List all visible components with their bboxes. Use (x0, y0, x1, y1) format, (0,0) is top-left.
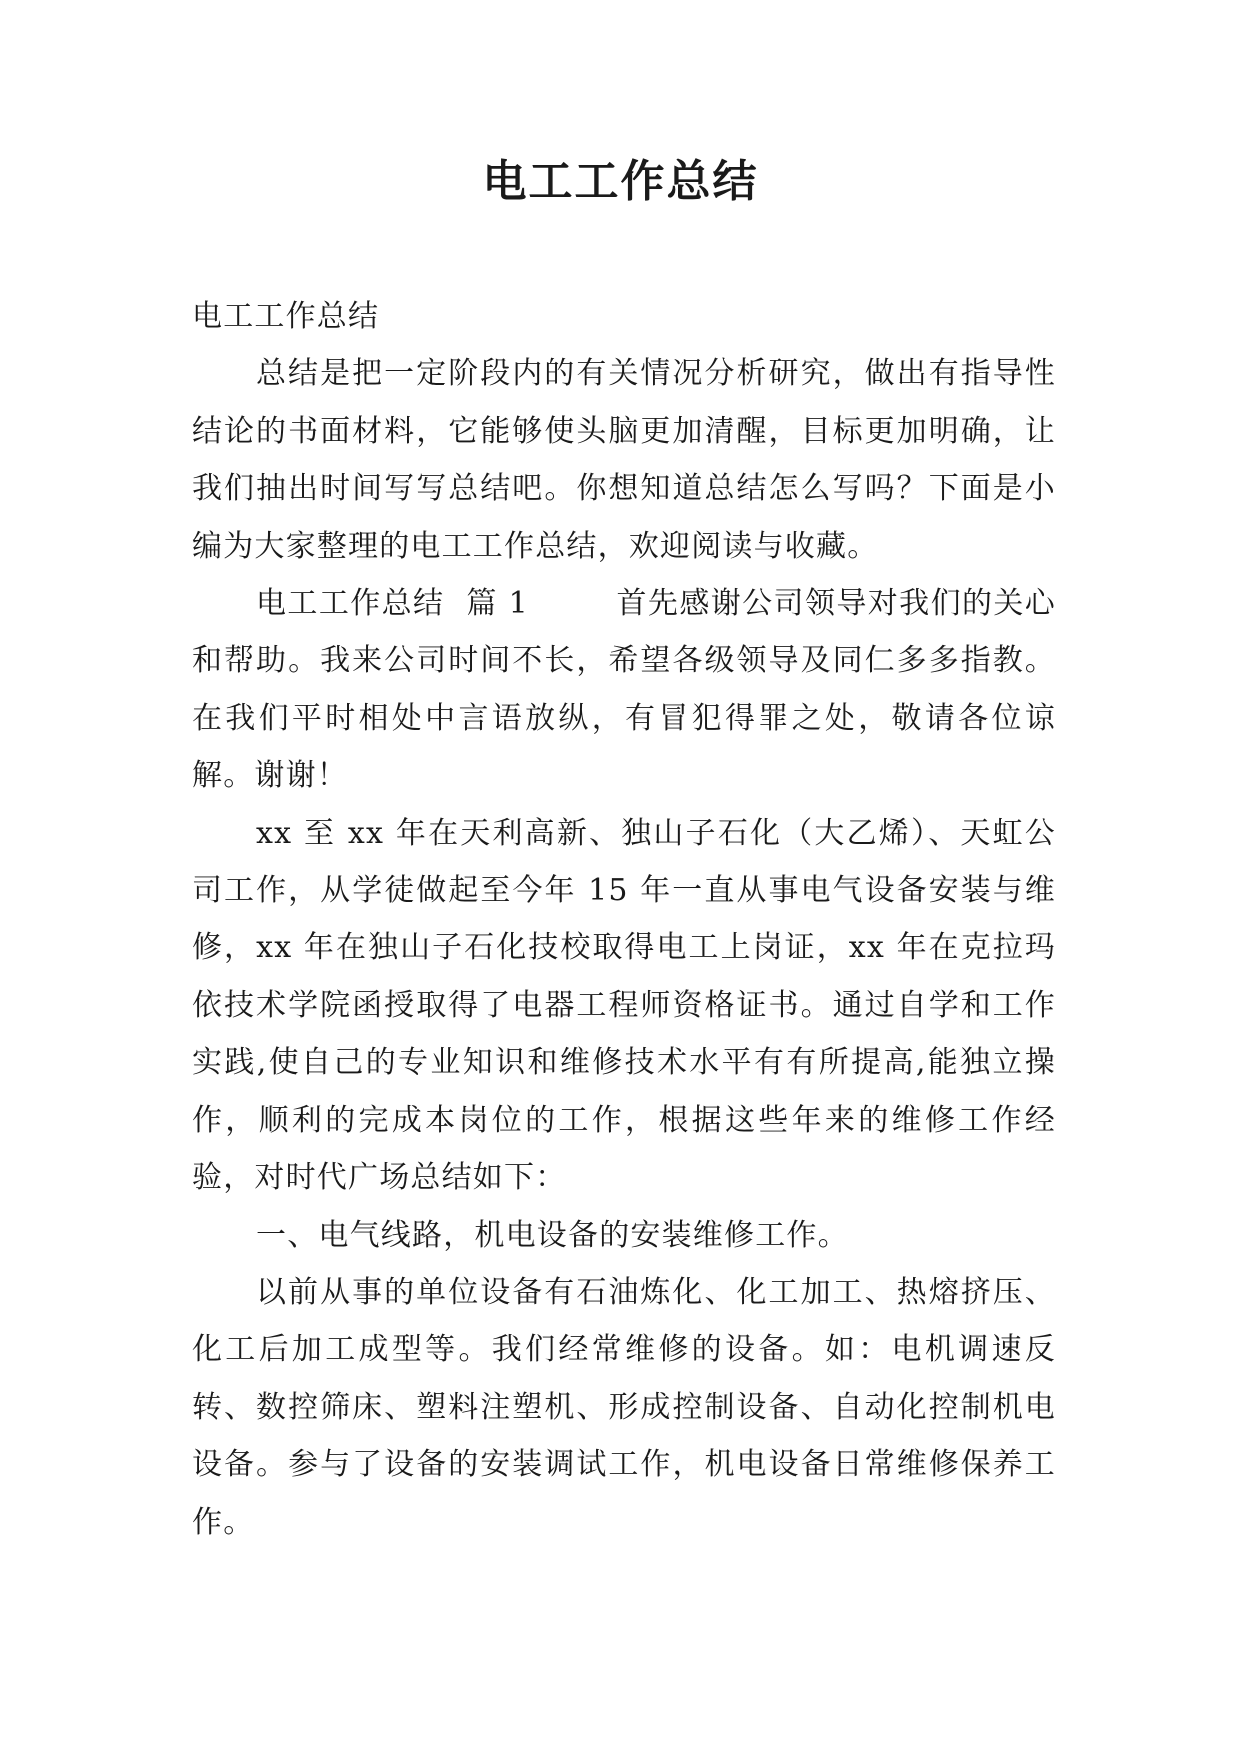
document-title: 电工工作总结 (482, 156, 759, 207)
document-subtitle: 电工工作总结 (192, 299, 380, 334)
section-1-paragraph: 电工工作总结 篇 1 首先感谢公司领导对我们的关心和帮助。我来公司时间不长，希望各级领导及同仁多多指教。在我们平时相处中言语放纵，有冒犯得罪之处，敬请各位谅解。谢谢！ (192, 586, 1056, 794)
document-body (192, 288, 1056, 1551)
section-heading-1: 一、电气线路，机电设备的安装维修工作。 (256, 1217, 849, 1253)
experience-paragraph: xx 至 xx 年在天利高新、独山子石化（大乙烯）、天虹公司工作，从学徒做起至今年 15 年一直从事电气设备安装与维修，xx 年在独山子石化技校取得电工上岗证，xx 年在克拉玛依技术学院函授取得了电器工程师资格证书。通过自学和工作实践,使自己的专业知识和维修技术水平有有所提高,能独立操作，顺利的完成本岗位的工作，根据这些年来的维修工作经验，对时代广场总结如下： (192, 815, 1056, 1196)
intro-paragraph: 总结是把一定阶段内的有关情况分析研究，做出有指导性结论的书面材料，它能够使头脑更加清醒，目标更加明确，让我们抽出时间写写总结吧。你想知道总结怎么写吗？下面是小编为大家整理的电工工作总结，欢迎阅读与收藏。 (192, 356, 1056, 564)
equipment-paragraph: 以前从事的单位设备有石油炼化、化工加工、热熔挤压、化工后加工成型等。我们经常维修的设备。如：电机调速反转、数控筛床、塑料注塑机、形成控制设备、自动化控制机电设备。参与了设备的安装调试工作，机电设备日常维修保养工作。 (192, 1274, 1056, 1540)
